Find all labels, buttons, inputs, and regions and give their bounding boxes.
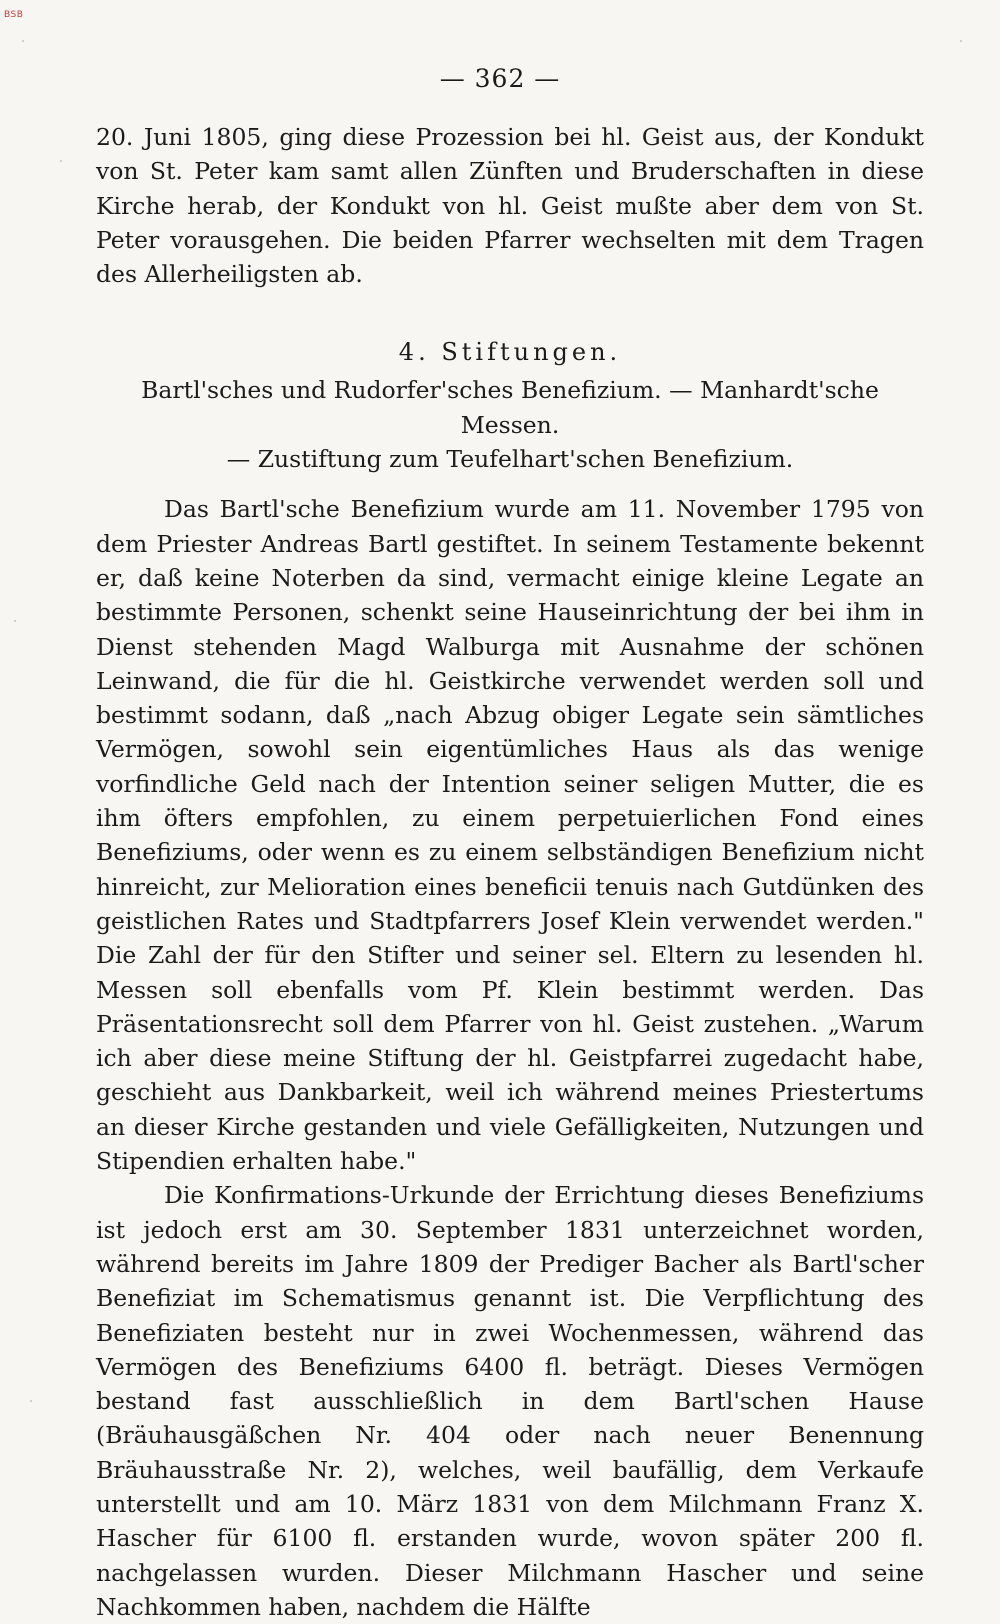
scan-speck xyxy=(30,1400,32,1402)
scan-speck xyxy=(580,462,582,464)
library-stamp: BSB xyxy=(4,10,24,20)
section-subtitle xyxy=(96,373,924,476)
paragraph-confirmation-document: Die Konfirmations-Urkunde der Errichtung dieses Benefiziums ist jedoch erst am 30. September 1831 unterzeichnet worden, während bereits im Jahre 1809 der Prediger Bacher als Bartl'scher Benefiziat im Schematismus genannt ist. Die Verpflichtung des Benefiziaten besteht nur in zwei Wochenmessen, während das Vermögen des Benefiziums 6400 fl. beträgt. Dieses Vermögen bestand fast ausschließlich in dem Bartl'schen Hause (Bräuhausgäßchen Nr. 404 oder nach neuer Benennung Bräuhausstraße Nr. 2), welches, weil baufällig, dem Verkaufe unterstellt und am 10. März 1831 von dem Milchmann Franz X. Hascher für 6100 fl. erstanden wurde, wovon später 200 fl. nachgelassen wurden. Dieser Milchmann Hascher und seine Nachkommen haben, nachdem die Hälfte xyxy=(96,1181,924,1621)
text-column xyxy=(96,120,924,1624)
page-number: — 362 — xyxy=(439,64,561,93)
paragraph-bartl-foundation: Das Bartl'sche Benefizium wurde am 11. November 1795 von dem Priester Andreas Bartl gestiftet. In seinem Testamente bekennt er, daß keine Noterben da sind, vermacht einige kleine Legate an bestimmte Personen, schenkt seine Hauseinrichtung der bei ihm in Dienst stehenden Magd Walburga mit Ausnahme der schönen Leinwand, die für die hl. Geistkirche verwendet werden soll und bestimmt sodann, daß „nach Abzug obiger Legate sein sämtliches Vermögen, sowohl sein eigentümliches Haus als das wenige vorfindliche Geld nach der Intention seiner seligen Mutter, die es ihm öfters empfohlen, zu einem perpetuierlichen Fond eines Benefiziums, oder wenn es zu einem selbständigen Benefizium nicht hinreicht, zur Melioration eines beneficii tenuis nach Gutdünken des geistlichen Rates und Stadtpfarrers Josef Klein verwendet werden." Die Zahl der für den Stifter und seiner sel. Eltern zu lesenden hl. Messen soll ebenfalls vom Pf. Klein bestimmt werden. Das Präsentationsrecht soll dem Pfarrer von hl. Geist zustehen. „Warum ich aber diese meine Stiftung der hl. Geistpfarrei zugedacht habe, geschieht aus Dankbarkeit, weil ich während meines Priestertums an dieser Kirche gestanden und viele Gefälligkeiten, Nutzungen und Stipendien erhalten habe." xyxy=(96,495,924,1176)
subtitle-line: Bartl'sches und Rudorfer'sches Benefizium. — Manhardt'sche Messen. xyxy=(141,376,879,439)
subtitle-line: — Zustiftung zum Teufelhart'schen Benefizium. xyxy=(226,445,794,474)
scan-speck xyxy=(960,40,962,42)
scan-speck xyxy=(60,160,62,162)
scan-speck xyxy=(14,620,16,622)
scan-speck xyxy=(22,40,24,42)
section-heading: 4. Stiftungen. xyxy=(398,338,622,367)
paragraph-continuation: 20. Juni 1805, ging diese Prozession bei hl. Geist aus, der Kondukt von St. Peter kam samt allen Zünften und Bruderschaften in diese Kirche herab, der Kondukt von hl. Geist mußte aber dem von St. Peter vorausgehen. Die beiden Pfarrer wechselten mit dem Tragen des Allerheiligsten ab. xyxy=(96,123,924,289)
